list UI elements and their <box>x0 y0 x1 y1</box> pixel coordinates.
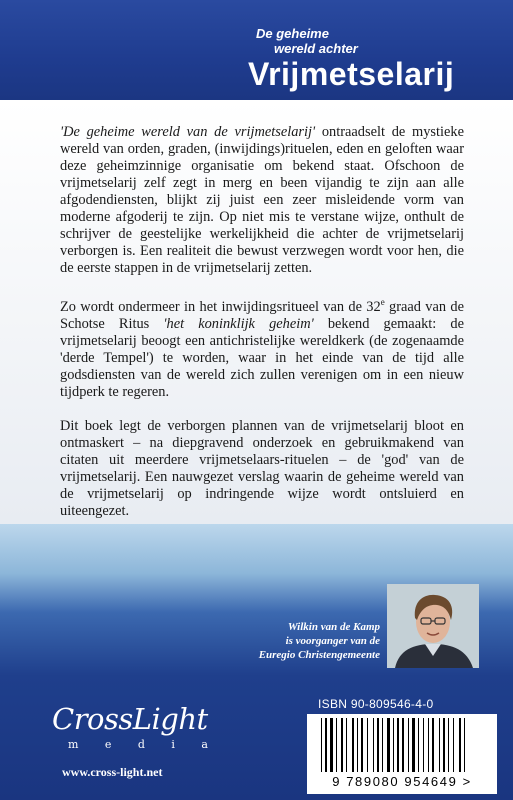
barcode-bar <box>397 718 399 772</box>
barcode-bar <box>330 718 333 772</box>
book-title: Vrijmetselarij <box>248 56 455 92</box>
author-name: Wilkin van de Kamp <box>287 621 380 633</box>
subtitle-line-2: wereld achter <box>274 41 358 56</box>
barcode-bar <box>412 718 415 772</box>
media-letter: d <box>137 738 145 751</box>
author-role: is voorganger van de <box>285 635 380 647</box>
barcode-bar <box>443 718 445 772</box>
blurb-p2-a: Zo wordt ondermeer in het inwijdingsritueel van de 32 <box>60 298 381 315</box>
blurb-p2-c: bekend gemaakt: de vrijmetselarij beoogt een antichristelijke wereldkerk (de zogenaamde 'derde Tempel') te worden, waar in het einde van de tijd alle godsdiensten van de wereld zich zullen verenigen om in een nieuw tijdperk te regeren. <box>60 315 464 400</box>
barcode-bar <box>393 718 394 772</box>
barcode <box>307 714 497 794</box>
media-letter: i <box>171 738 175 751</box>
barcode-bar <box>418 718 419 772</box>
barcode-bar <box>459 718 461 772</box>
barcode-bar <box>423 718 424 772</box>
blurb-paragraph-1 <box>60 124 464 277</box>
media-letter: a <box>201 738 208 751</box>
barcode-bar <box>377 718 379 772</box>
barcode-bar <box>439 718 440 772</box>
blurb-paragraph-2 <box>60 294 464 401</box>
header-band <box>0 0 513 100</box>
publisher-logo-wordmark: CrossLight <box>52 702 208 736</box>
blurb-text <box>60 124 464 537</box>
barcode-bar <box>325 718 327 772</box>
barcode-bar <box>367 718 368 772</box>
barcode-bar <box>382 718 383 772</box>
blurb-quote-title: 'De geheime wereld van de vrijmetselarij' <box>60 124 316 140</box>
barcode-bar <box>341 718 343 772</box>
barcode-bar <box>453 718 454 772</box>
barcode-bar <box>361 718 363 772</box>
barcode-bar <box>408 718 409 772</box>
barcode-bar <box>346 718 347 772</box>
blurb-p2-italic: 'het koninklijk geheim' <box>163 315 314 332</box>
cover-subtitle <box>256 26 358 56</box>
barcode-bar <box>428 718 429 772</box>
media-letter: e <box>104 738 112 751</box>
blurb-paragraph-3: Dit boek legt de verborgen plannen van de vrijmetselarij bloot en ontmaskert – na diepgravend onderzoek en gebruikmakend van citaten uit meerdere vrijmetselaars-rituelen – de 'god' van de vrijmetselarij. Een nauwgezet verslag waarin de geheime wereld van de vrijmetselarij op indringende wijze wordt ontsluierd en uiteengezet. <box>60 417 464 519</box>
barcode-bar <box>373 718 374 772</box>
isbn-label: ISBN 90-809546-4-0 <box>318 697 434 711</box>
publisher-logo-media <box>68 738 208 751</box>
author-caption <box>238 620 380 662</box>
barcode-bar <box>352 718 354 772</box>
barcode-bar <box>448 718 449 772</box>
barcode-bar <box>321 718 322 772</box>
barcode-bars <box>321 718 483 772</box>
blurb-p1-body: ontraadselt de mystieke wereld van orden, graden, (inwijdings)rituelen, eden en geloften waar deze geheimzinnige organisatie om bekend staat. Ofschoon de vrijmetselarij zelf zegt in merg en been vijandig te zijn aan alle afgodendiensten, blijkt zij juist een zeer misleidende vorm van moderne afgoderij te zijn. Op niet mis te verstane wijze, onthult de schrijver de geestelijke werkelijkheid die achter de vrijmetselarij verborgen is. Een realiteit die bewust verzwegen wordt voor hen, die de eerste stappen in de vrijmetselarij zetten. <box>60 124 464 276</box>
barcode-bar <box>357 718 358 772</box>
barcode-bar <box>402 718 404 772</box>
media-letter: m <box>68 738 79 751</box>
barcode-bar <box>387 718 390 772</box>
barcode-number: 9 789080 954649 > <box>332 774 472 789</box>
barcode-bar <box>336 718 337 772</box>
publisher-logo <box>52 702 208 751</box>
author-church: Euregio Christengemeente <box>258 649 380 661</box>
author-photo <box>387 584 479 668</box>
blurb-p2-sup: e <box>380 297 385 307</box>
publisher-url[interactable]: www.cross-light.net <box>62 765 163 779</box>
author-portrait-icon <box>387 584 479 668</box>
blurb-p2-b: graad van de Schotse Ritus <box>60 298 464 332</box>
barcode-bar <box>432 718 434 772</box>
barcode-bar <box>464 718 465 772</box>
subtitle-line-1: De geheime <box>256 26 329 41</box>
